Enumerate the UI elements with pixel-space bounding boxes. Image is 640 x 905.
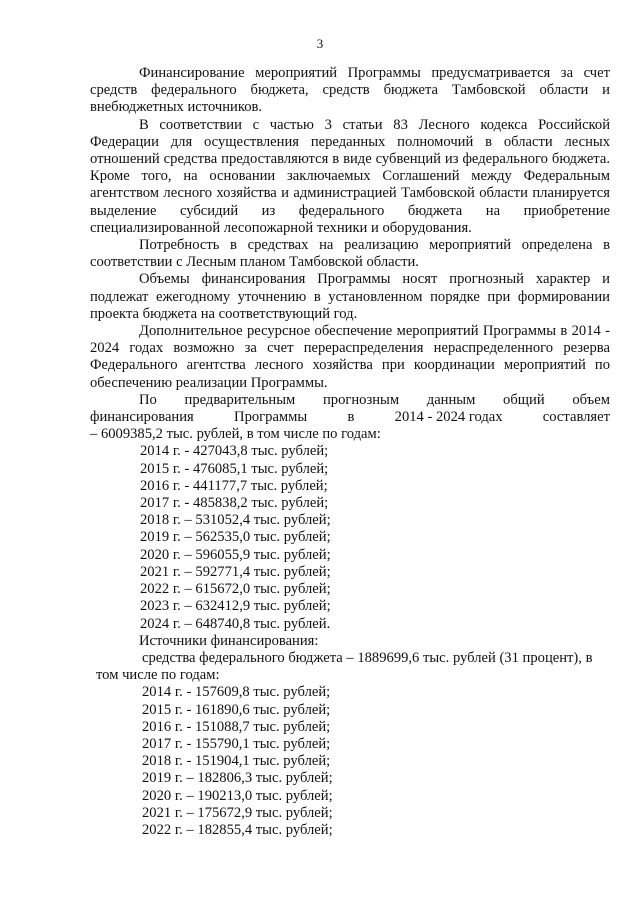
word: объем (572, 391, 610, 408)
list-item: 2017 г. - 485838,2 тыс. рублей; (140, 495, 329, 512)
word: Программы (234, 409, 308, 426)
word: в (347, 409, 355, 426)
federal-by-year-list (90, 684, 610, 839)
list-item: 2019 г. – 562535,0 тыс. рублей; (140, 529, 331, 546)
federal-funds-line: средства федерального бюджета – 1889699,6 тыс. рублей (31 процент), в (142, 649, 593, 666)
word: предварительным (184, 391, 296, 408)
paragraph-forest-code: В соответствии с частью 3 статьи 83 Лесного кодекса Российской Федерации для осуществления переданных полномочий в области лесных отношений средства предоставляются в виде субвенций из федерального бюджета. Кроме того, на основании заключаемых Соглашений между Федеральным агентством лесного хозяйства и администрацией Тамбовской области планируется выделение субсидий из федерального бюджета на приобретение специализированной лесопожарной техники и оборудования. (90, 116, 610, 236)
list-item: 2023 г. – 632412,9 тыс. рублей; (140, 598, 331, 615)
list-item: 2018 г. - 151904,1 тыс. рублей; (142, 753, 331, 770)
total-line-1 (90, 392, 610, 409)
total-amount-line: – 6009385,2 тыс. рублей, в том числе по годам: (90, 426, 381, 443)
word: По (139, 391, 157, 408)
list-item: 2020 г. – 596055,9 тыс. рублей; (140, 546, 331, 563)
total-by-year-list (90, 443, 610, 632)
list-item: 2020 г. – 190213,0 тыс. рублей; (142, 787, 333, 804)
total-line-2 (90, 409, 610, 426)
total-funding-statement (90, 392, 610, 444)
paragraph-forecast-volumes: Объемы финансирования Программы носят прогнозный характер и подлежат ежегодному уточнению в установленном порядке при формировании проекта бюджета на соответствующий год. (90, 271, 610, 322)
list-item: 2018 г. – 531052,4 тыс. рублей; (140, 512, 331, 529)
list-item: 2015 г. - 476085,1 тыс. рублей; (140, 460, 329, 477)
list-item: 2024 г. – 648740,8 тыс. рублей. (140, 615, 331, 632)
list-item: 2021 г. – 175672,9 тыс. рублей; (142, 804, 333, 821)
word: данным (426, 391, 476, 408)
word: общий (503, 391, 545, 408)
word: прогнозным (322, 391, 400, 408)
word: 2014 - 2024 годах (394, 409, 503, 426)
list-item: 2014 г. - 427043,8 тыс. рублей; (140, 443, 329, 460)
list-item: 2022 г. – 615672,0 тыс. рублей; (140, 581, 331, 598)
sources-heading: Источники финансирования: (139, 632, 319, 649)
federal-funds-continuation: том числе по годам: (96, 667, 220, 684)
list-item: 2016 г. - 151088,7 тыс. рублей; (142, 718, 331, 735)
list-item: 2022 г. – 182855,4 тыс. рублей; (142, 821, 333, 838)
paragraph-funding-sources: Финансирование мероприятий Программы предусматривается за счет средств федерального бюджета, средств бюджета Тамбовской области и внебюджетных источников. (90, 65, 610, 116)
list-item: 2015 г. - 161890,6 тыс. рублей; (142, 701, 331, 718)
list-item: 2021 г. – 592771,4 тыс. рублей; (140, 563, 331, 580)
word: составляет (542, 409, 610, 426)
paragraph-additional-resources: Дополнительное ресурсное обеспечение мероприятий Программы в 2014 - 2024 годах возможно за счет перераспределения нераспределенного резерва Федерального агентства лесного хозяйства при координации мероприятий по обеспечению реализации Программы. (90, 323, 610, 391)
list-item: 2019 г. – 182806,3 тыс. рублей; (142, 770, 333, 787)
paragraph-forest-plan: Потребность в средствах на реализацию мероприятий определена в соответствии с Лесным планом Тамбовской области. (90, 237, 610, 271)
list-item: 2016 г. - 441177,7 тыс. рублей; (140, 477, 328, 494)
page-number: 3 (316, 36, 324, 51)
list-item: 2017 г. - 155790,1 тыс. рублей; (142, 735, 331, 752)
list-item: 2014 г. - 157609,8 тыс. рублей; (142, 684, 331, 701)
document-body (90, 65, 610, 839)
word: финансирования (90, 409, 194, 426)
